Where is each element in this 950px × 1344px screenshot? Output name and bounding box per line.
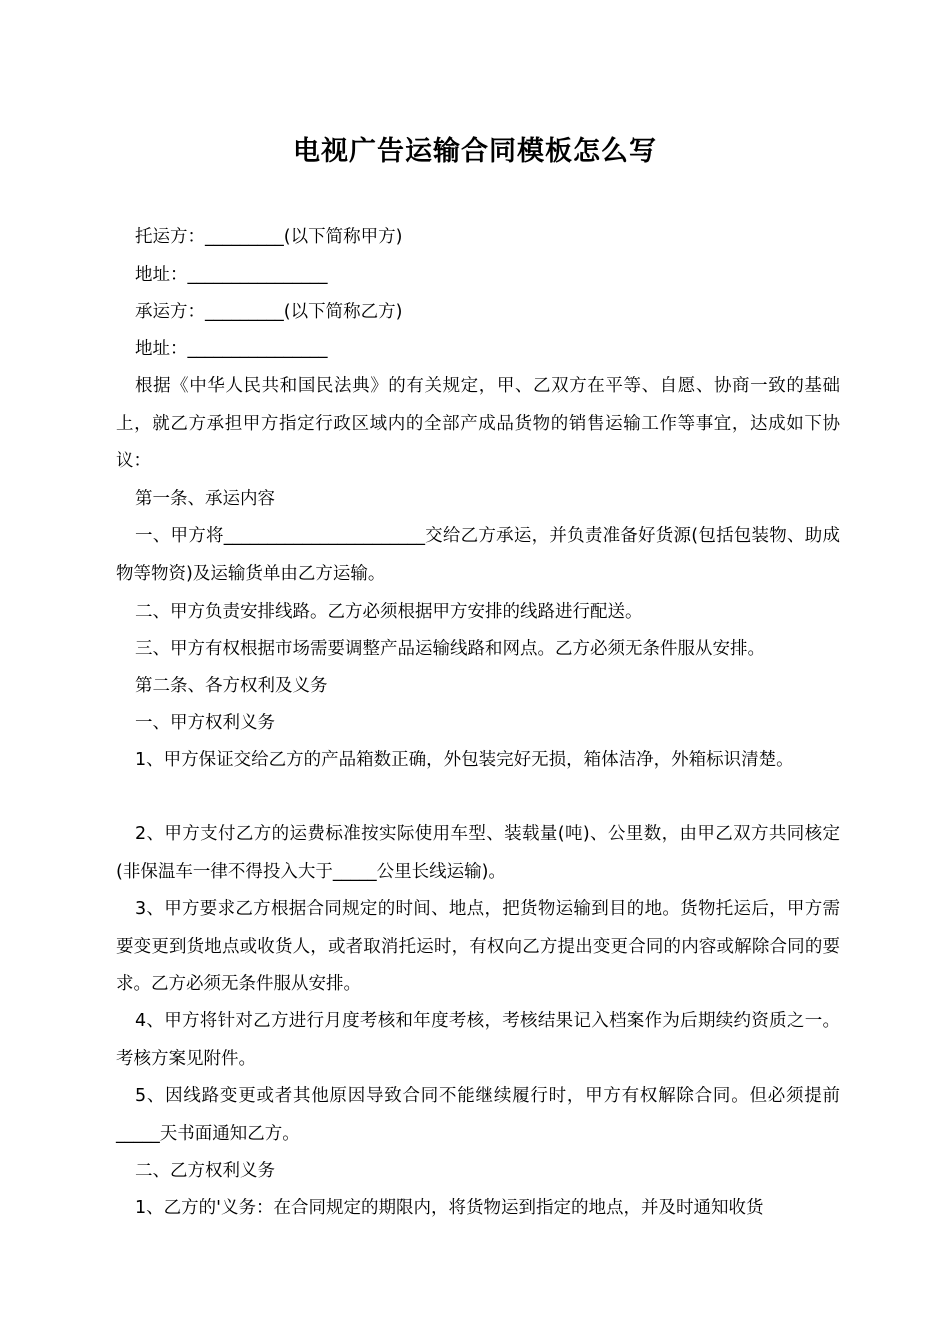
article-1-heading: 第一条、承运内容 xyxy=(135,489,275,509)
party-a-item-2: 2、甲方支付乙方的运费标准按实际使用车型、装载量(吨)、公里数，由甲乙双方共同核定(非保温车一律不得投入大于_____公里长线运输)。 xyxy=(116,824,840,882)
party-a-item-5: 5、因线路变更或者其他原因导致合同不能继续履行时，甲方有权解除合同。但必须提前_____天书面通知乙方。 xyxy=(116,1086,840,1144)
party-a-item-4: 4、甲方将针对乙方进行月度考核和年度考核，考核结果记入档案作为后期续约资质之一。考核方案见附件。 xyxy=(116,1011,840,1069)
carrier-line: 承运方：_________(以下简称乙方) xyxy=(135,302,403,322)
carrier-address-line: 地址：________________ xyxy=(135,339,328,359)
party-b-heading: 二、乙方权利义务 xyxy=(135,1161,275,1181)
article-1-clause-3: 三、甲方有权根据市场需要调整产品运输线路和网点。乙方必须无条件服从安排。 xyxy=(135,639,765,659)
party-a-item-3: 3、甲方要求乙方根据合同规定的时间、地点，把货物运输到目的地。货物托运后，甲方需要变更到货地点或收货人，或者取消托运时，有权向乙方提出变更合同的内容或解除合同的要求。乙方必须无条件服从安排。 xyxy=(116,899,840,994)
party-b-item-1: 1、乙方的'义务：在合同规定的期限内，将货物运到指定的地点，并及时通知收货 xyxy=(135,1198,764,1218)
party-a-heading: 一、甲方权利义务 xyxy=(135,713,275,733)
article-1-clause-1: 一、甲方将_______________________交给乙方承运，并负责准备好货源(包括包装物、助成物等物资)及运输货单由乙方运输。 xyxy=(116,526,840,584)
shipper-address-line: 地址：________________ xyxy=(135,265,328,285)
party-a-item-1: 1、甲方保证交给乙方的产品箱数正确，外包装完好无损，箱体洁净，外箱标识清楚。 xyxy=(135,750,794,770)
article-2-heading: 第二条、各方权利及义务 xyxy=(135,676,328,696)
article-1-clause-2: 二、甲方负责安排线路。乙方必须根据甲方安排的线路进行配送。 xyxy=(135,602,643,622)
document-title: 电视广告运输合同模板怎么写 xyxy=(293,136,657,167)
shipper-line: 托运方：_________(以下简称甲方) xyxy=(135,227,403,247)
preamble-paragraph: 根据《中华人民共和国民法典》的有关规定，甲、乙双方在平等、自愿、协商一致的基础上，就乙方承担甲方指定行政区域内的全部产成品货物的销售运输工作等事宜，达成如下协议： xyxy=(116,376,840,471)
